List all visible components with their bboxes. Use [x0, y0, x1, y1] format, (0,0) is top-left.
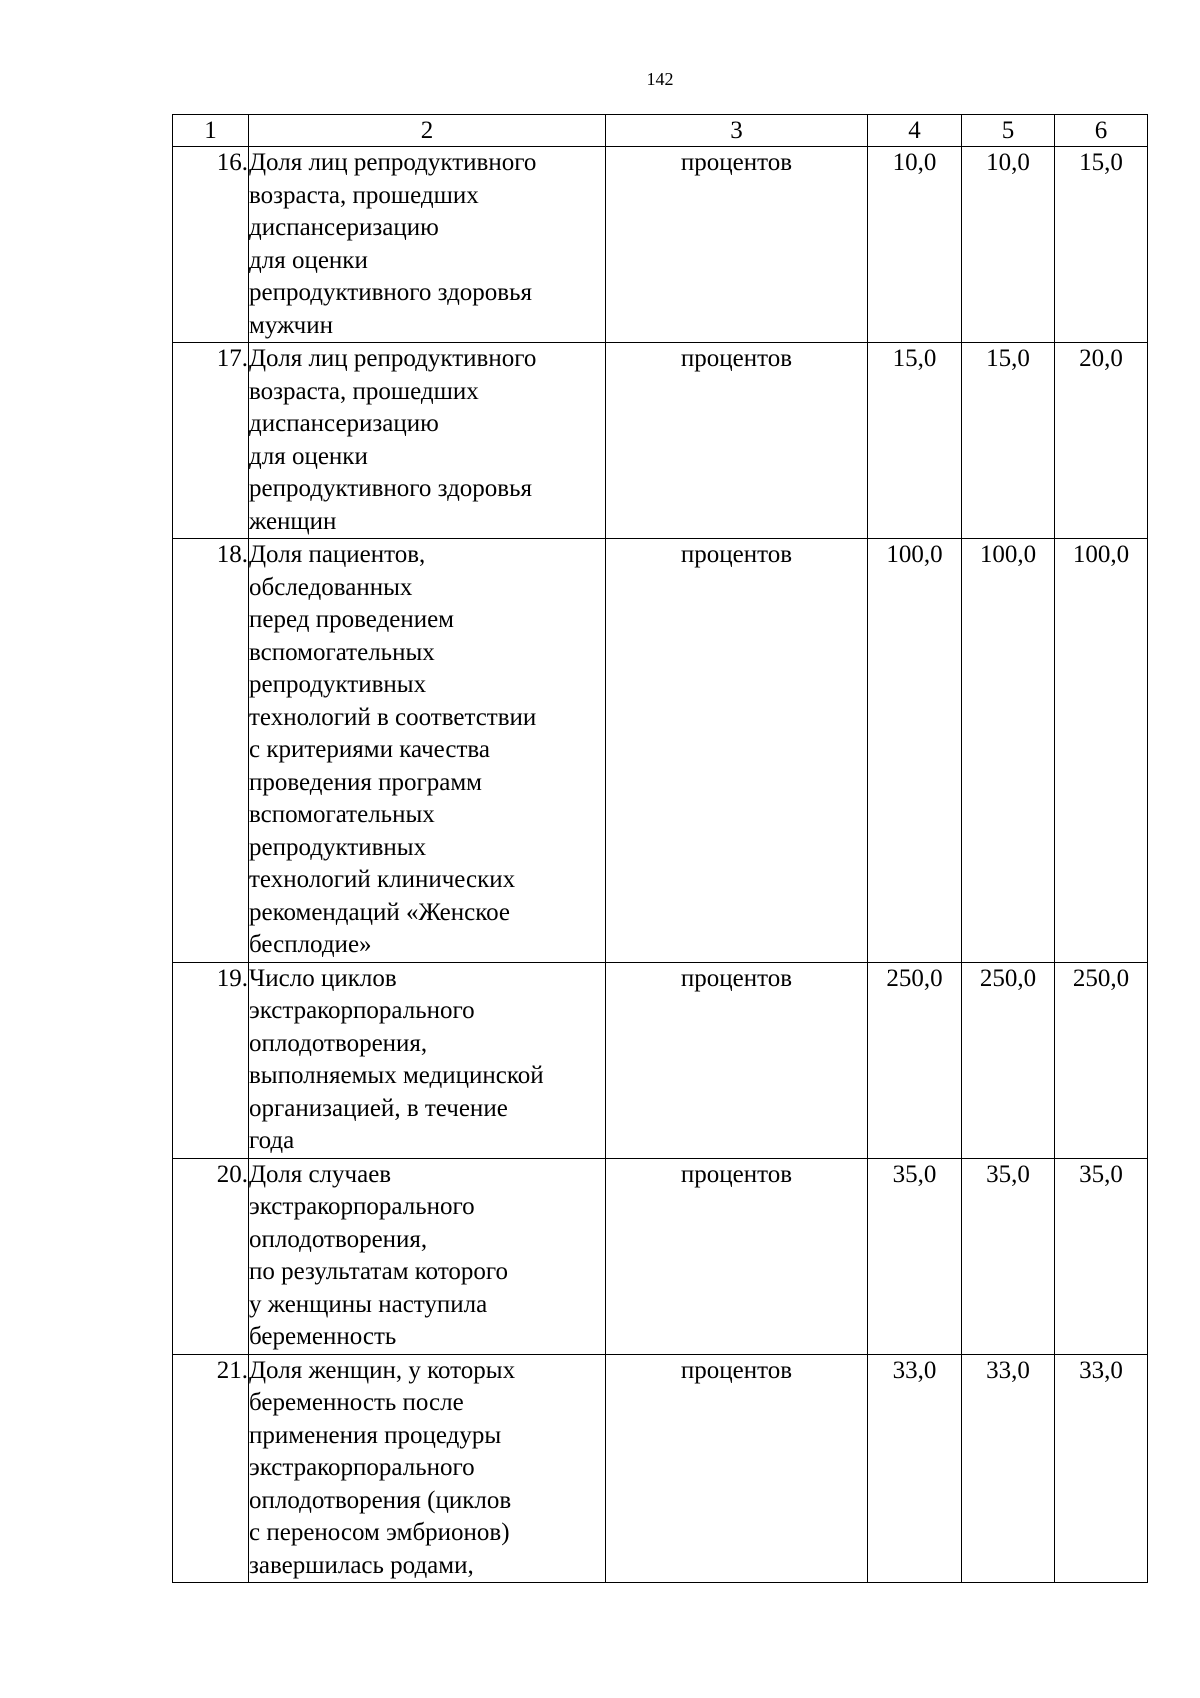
unit-of-measure: процентов [606, 147, 868, 343]
indicator-name-line: перед проведением [249, 606, 455, 633]
indicator-name-line: Число циклов [249, 964, 397, 992]
indicator-name-line: оплодотворения, [249, 1225, 428, 1253]
indicator-name-line: рекомендаций «Женское [249, 898, 510, 926]
value-col-4: 33,0 [868, 1354, 962, 1583]
table-row [173, 147, 1148, 343]
table-row [173, 539, 1148, 963]
table-row [173, 962, 1148, 1158]
indicator-name [249, 147, 606, 343]
indicator-name-line: завершилась родами, [249, 1551, 474, 1579]
indicator-name-line: организацией, в течение [249, 1094, 508, 1122]
value-col-5: 250,0 [962, 962, 1055, 1158]
indicator-name-line: выполняемых медицинской [249, 1062, 544, 1089]
table-row [173, 343, 1148, 539]
header-row [173, 115, 1148, 147]
indicator-name-line: оплодотворения, [249, 1029, 428, 1057]
value-col-4: 35,0 [868, 1158, 962, 1354]
indicator-name-line: с критериями качества [249, 736, 490, 763]
header-col-5: 5 [962, 115, 1055, 147]
indicator-name-line: Доля случаев [249, 1160, 392, 1188]
indicator-name-line: обследованных [249, 573, 413, 601]
indicator-name-line: экстракорпорального [249, 1193, 475, 1220]
header-col-2: 2 [249, 115, 606, 147]
indicator-name-line: женщин [249, 507, 337, 535]
row-number: 21. [173, 1354, 249, 1583]
indicator-name-line: репродуктивного здоровья [249, 475, 533, 502]
unit-of-measure: процентов [606, 962, 868, 1158]
value-col-4: 10,0 [868, 147, 962, 343]
indicator-name-line: экстракорпорального [249, 997, 475, 1024]
unit-of-measure: процентов [606, 1158, 868, 1354]
value-col-6: 250,0 [1055, 962, 1148, 1158]
value-col-6: 35,0 [1055, 1158, 1148, 1354]
indicator-name-line: технологий в соответствии [249, 703, 537, 731]
value-col-4: 15,0 [868, 343, 962, 539]
value-col-6: 15,0 [1055, 147, 1148, 343]
indicator-name-line: бесплодие» [249, 931, 372, 958]
header-col-6: 6 [1055, 115, 1148, 147]
indicator-name-line: Доля пациентов, [249, 541, 426, 568]
value-col-4: 250,0 [868, 962, 962, 1158]
row-number: 19. [173, 962, 249, 1158]
header-col-4: 4 [868, 115, 962, 147]
indicator-name-line: вспомогательных [249, 801, 435, 828]
indicator-name-line: по результатам которого [249, 1258, 509, 1285]
value-col-5: 33,0 [962, 1354, 1055, 1583]
row-number: 17. [173, 343, 249, 539]
table-header [173, 115, 1148, 147]
row-number: 18. [173, 539, 249, 963]
indicator-name [249, 539, 606, 963]
indicator-name-line: Доля женщин, у которых [249, 1356, 516, 1384]
indicator-name-line: экстракорпорального [249, 1454, 475, 1481]
indicator-name-line: Доля лиц репродуктивного [249, 345, 537, 372]
indicator-name-line: мужчин [249, 311, 333, 339]
indicator-name [249, 1158, 606, 1354]
indicator-name-line: возраста, прошедших [249, 377, 479, 405]
indicator-name-line: беременность после [249, 1389, 464, 1416]
header-col-3: 3 [606, 115, 868, 147]
indicator-name-line: года [249, 1127, 295, 1154]
indicator-name-line: возраста, прошедших [249, 181, 479, 209]
indicator-name-line: беременность [249, 1323, 397, 1350]
value-col-5: 15,0 [962, 343, 1055, 539]
indicator-name-line: диспансеризацию [249, 410, 439, 437]
indicator-name-line: у женщины наступила [249, 1290, 488, 1318]
indicator-name-line: оплодотворения (циклов [249, 1486, 512, 1514]
indicator-name-line: проведения программ [249, 768, 482, 796]
indicator-name-line: для оценки [249, 246, 368, 274]
value-col-6: 33,0 [1055, 1354, 1148, 1583]
indicator-name-line: репродуктивных [249, 833, 427, 861]
indicator-name-line: диспансеризацию [249, 214, 439, 241]
indicator-name-line: репродуктивных [249, 671, 427, 698]
indicator-name-line: репродуктивного здоровья [249, 279, 533, 306]
indicator-name-line: Доля лиц репродуктивного [249, 149, 537, 176]
value-col-5: 35,0 [962, 1158, 1055, 1354]
header-col-1: 1 [173, 115, 249, 147]
unit-of-measure: процентов [606, 1354, 868, 1583]
indicator-name-line: вспомогательных [249, 638, 435, 666]
indicator-name [249, 343, 606, 539]
table-row [173, 1354, 1148, 1583]
indicator-name-line: с переносом эмбрионов) [249, 1519, 510, 1546]
value-col-4: 100,0 [868, 539, 962, 963]
row-number: 20. [173, 1158, 249, 1354]
indicator-name [249, 962, 606, 1158]
value-col-6: 20,0 [1055, 343, 1148, 539]
unit-of-measure: процентов [606, 343, 868, 539]
indicator-name [249, 1354, 606, 1583]
value-col-5: 10,0 [962, 147, 1055, 343]
row-number: 16. [173, 147, 249, 343]
table-body [173, 147, 1148, 1583]
page-number: 142 [646, 69, 674, 89]
table-row [173, 1158, 1148, 1354]
indicator-name-line: технологий клинических [249, 866, 516, 893]
indicators-table [172, 114, 1148, 1583]
value-col-6: 100,0 [1055, 539, 1148, 963]
value-col-5: 100,0 [962, 539, 1055, 963]
unit-of-measure: процентов [606, 539, 868, 963]
indicator-name-line: для оценки [249, 442, 368, 470]
indicator-name-line: применения процедуры [249, 1421, 502, 1449]
